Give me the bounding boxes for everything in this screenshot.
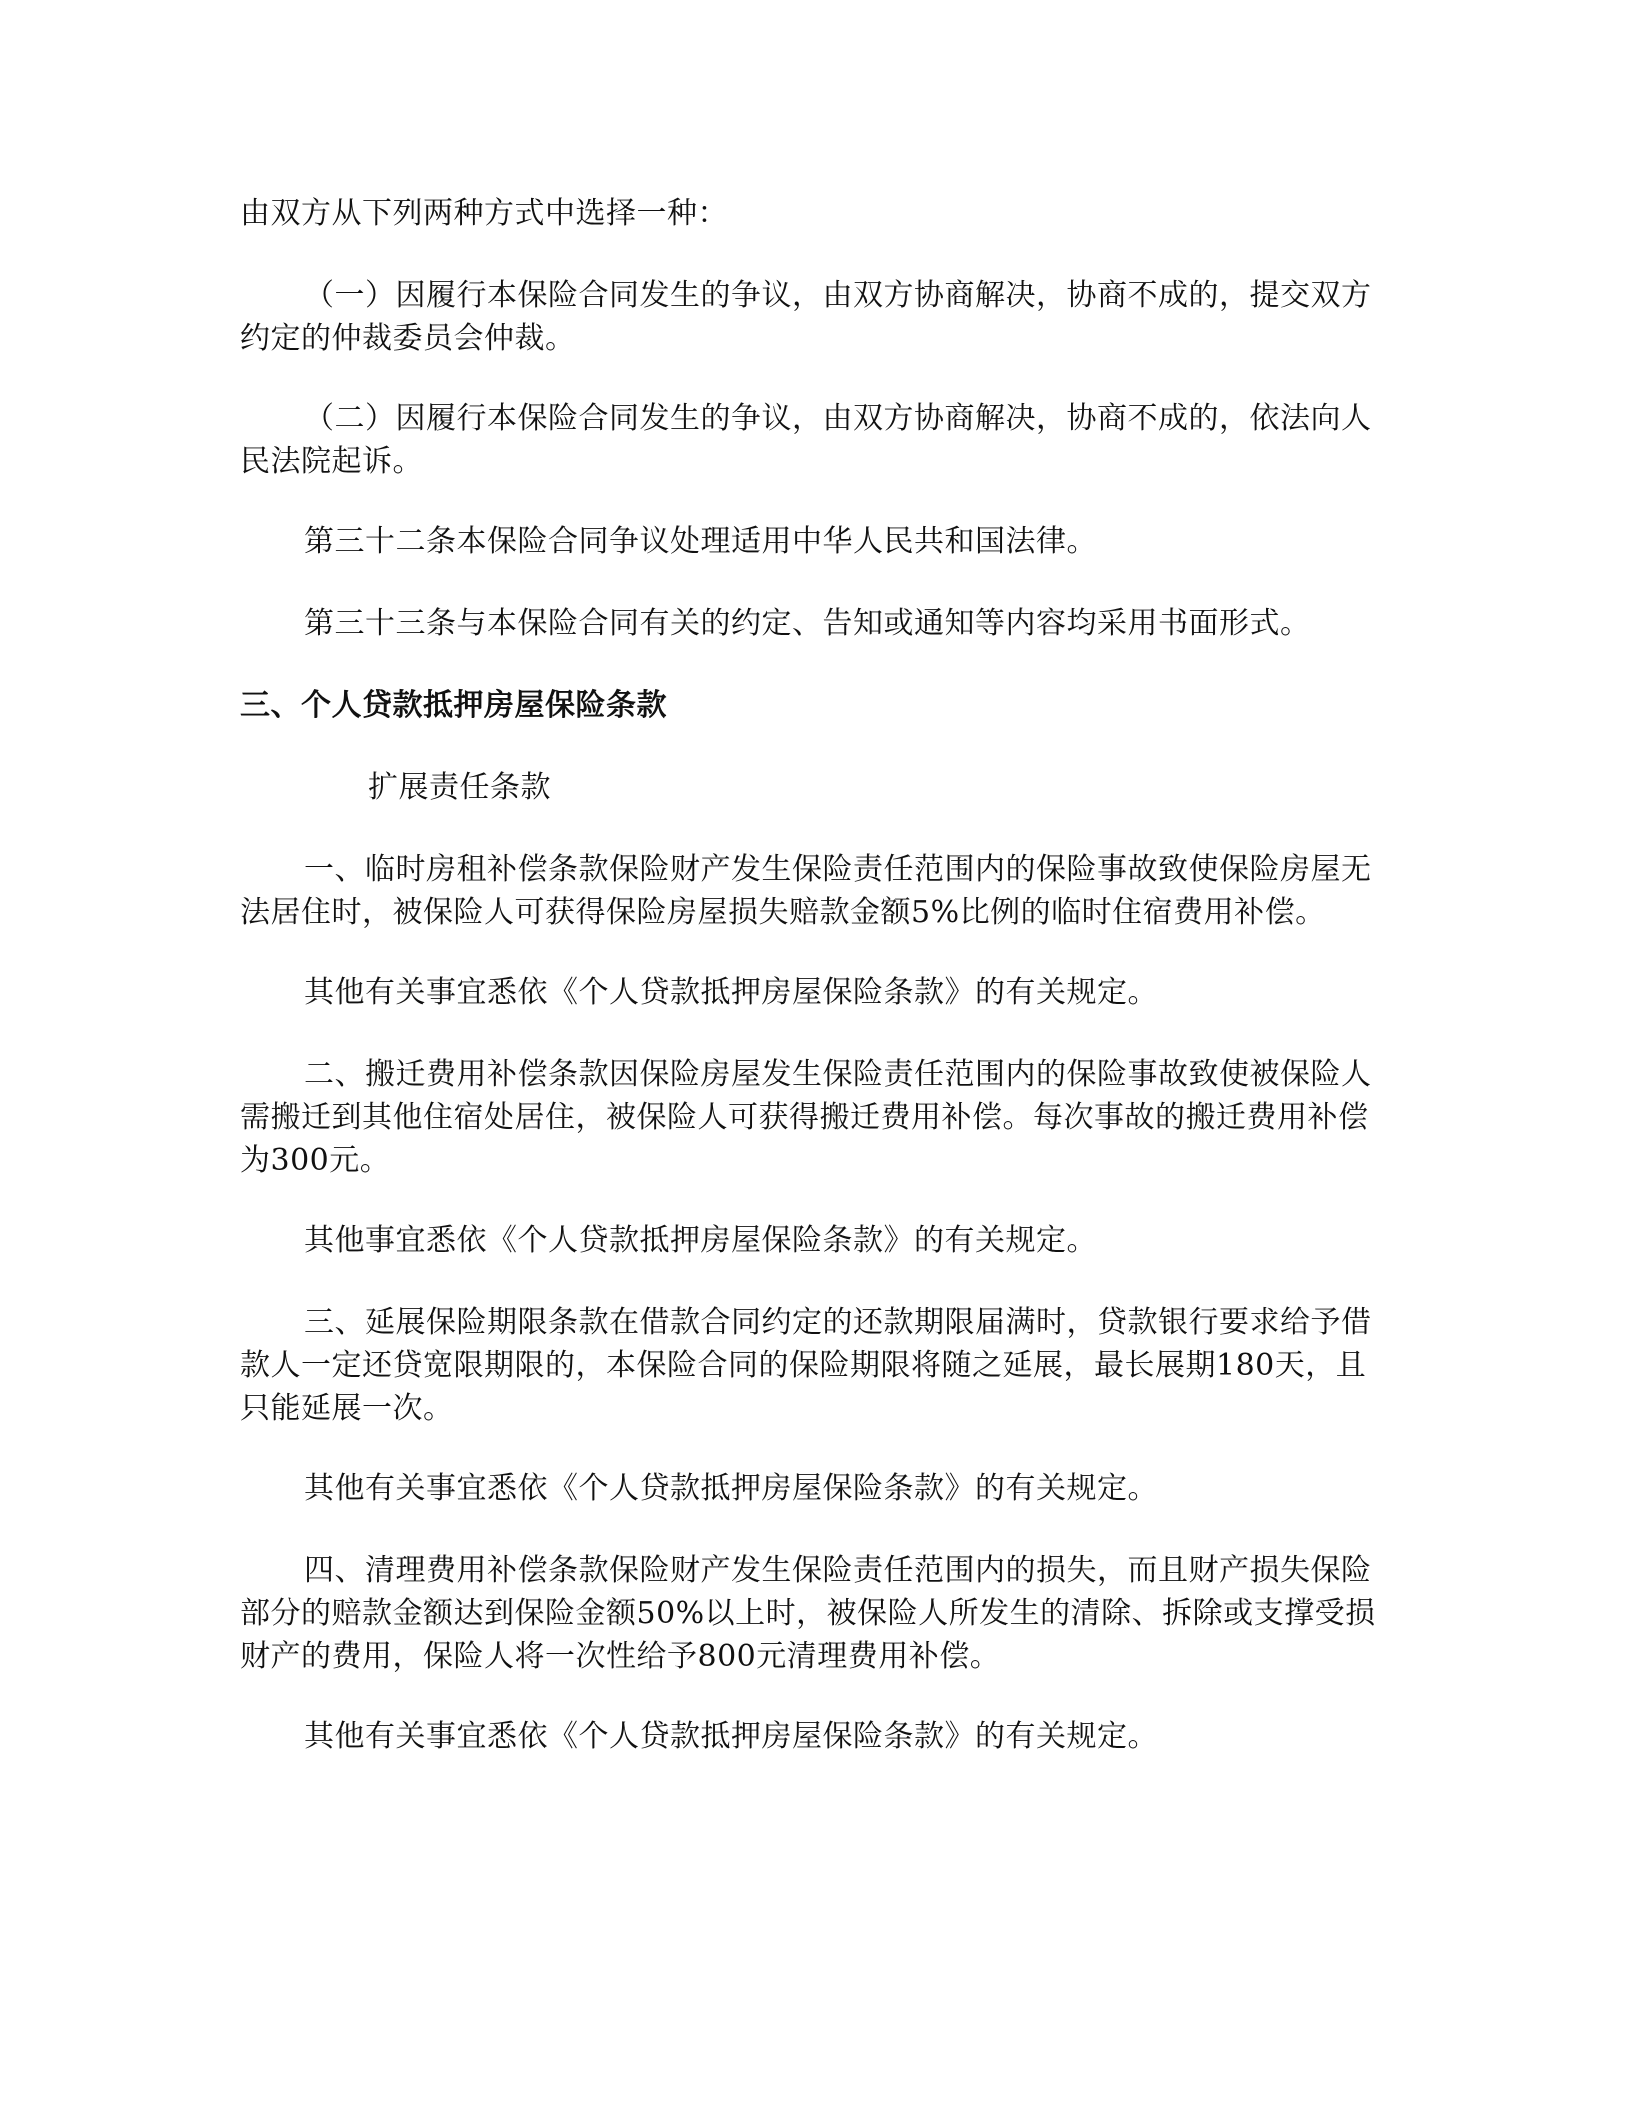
paragraph-clause-one: 一、临时房租补偿条款保险财产发生保险责任范围内的保险事故致使保险房屋无法居住时，被保险人可获得保险房屋损失赔款金额5%比例的临时住宿费用补偿。 [240, 852, 1372, 930]
paragraph-clause-three: 三、延展保险期限条款在借款合同约定的还款期限届满时，贷款银行要求给予借款人一定还贷宽限期限的，本保险合同的保险期限将随之延展，最长展期180天，且只能延展一次。 [240, 1305, 1372, 1426]
paragraph-clause-three-note: 其他有关事宜悉依《个人贷款抵押房屋保险条款》的有关规定。 [304, 1471, 1158, 1506]
paragraph-intro: 由双方从下列两种方式中选择一种： [240, 196, 728, 231]
paragraph-article-33: 第三十三条与本保险合同有关的约定、告知或通知等内容均采用书面形式。 [304, 606, 1311, 641]
section-heading: 三、个人贷款抵押房屋保险条款 [240, 688, 667, 723]
paragraph-clause-two-note: 其他事宜悉依《个人贷款抵押房屋保险条款》的有关规定。 [304, 1223, 1097, 1258]
paragraph-option-two: （二）因履行本保险合同发生的争议，由双方协商解决，协商不成的，依法向人民法院起诉。 [240, 401, 1372, 479]
paragraph-clause-four: 四、清理费用补偿条款保险财产发生保险责任范围内的损失，而且财产损失保险部分的赔款金额达到保险金额50%以上时，被保险人所发生的清除、拆除或支撑受损财产的费用，保险人将一次性给予800元清理费用补偿。 [240, 1553, 1376, 1674]
paragraph-article-32: 第三十二条本保险合同争议处理适用中华人民共和国法律。 [304, 524, 1097, 559]
paragraph-clause-one-note: 其他有关事宜悉依《个人贷款抵押房屋保险条款》的有关规定。 [304, 975, 1158, 1010]
subsection-heading: 扩展责任条款 [368, 770, 551, 805]
paragraph-clause-two: 二、搬迁费用补偿条款因保险房屋发生保险责任范围内的保险事故致使被保险人需搬迁到其他住宿处居住，被保险人可获得搬迁费用补偿。每次事故的搬迁费用补偿为300元。 [240, 1057, 1372, 1178]
paragraph-option-one: （一）因履行本保险合同发生的争议，由双方协商解决，协商不成的，提交双方约定的仲裁委员会仲裁。 [240, 278, 1372, 356]
paragraph-clause-four-note: 其他有关事宜悉依《个人贷款抵押房屋保险条款》的有关规定。 [304, 1719, 1158, 1754]
